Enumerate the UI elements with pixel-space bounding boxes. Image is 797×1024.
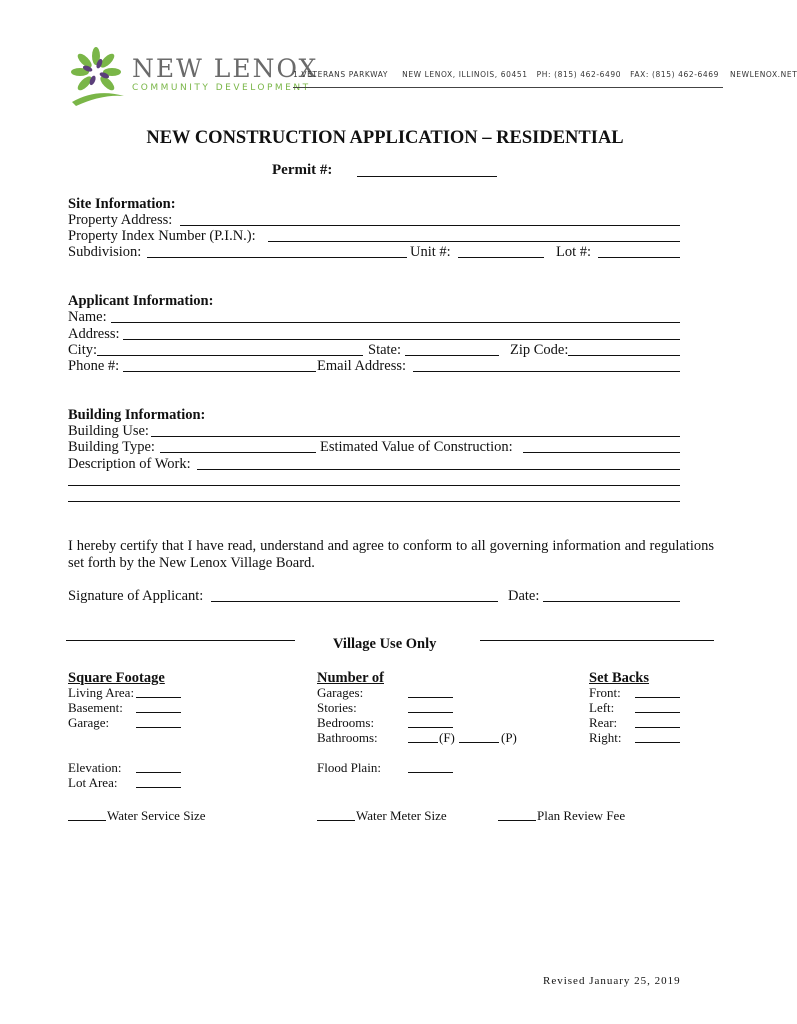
building-type-field[interactable] — [160, 452, 316, 453]
village-rule-left — [66, 640, 295, 641]
bedrooms-label: Bedrooms: — [317, 715, 375, 730]
elevation-field[interactable] — [136, 772, 181, 773]
bathrooms-label: Bathrooms: — [317, 730, 378, 745]
village-heading: Village Use Only — [333, 636, 437, 652]
lot-label: Lot #: — [556, 244, 592, 260]
email-label: Email Address: — [317, 358, 407, 374]
date-field[interactable] — [543, 601, 680, 602]
garage-label: Garage: — [68, 715, 110, 730]
signature-label: Signature of Applicant: — [68, 588, 204, 604]
village-rule-right — [480, 640, 714, 641]
applicant-heading: Applicant Information: — [68, 293, 214, 309]
front-label: Front: — [589, 685, 621, 700]
living-area-field[interactable] — [136, 697, 181, 698]
building-heading: Building Information: — [68, 407, 206, 423]
description-label: Description of Work: — [68, 456, 191, 472]
set-backs-heading: Set Backs — [589, 670, 650, 686]
header-website[interactable]: NEWLENOX.NET — [730, 70, 797, 79]
rear-label: Rear: — [589, 715, 618, 730]
name-label: Name: — [68, 309, 107, 325]
estimated-value-label: Estimated Value of Construction: — [320, 439, 513, 455]
square-footage-heading: Square Footage — [68, 670, 165, 686]
left-field[interactable] — [635, 712, 680, 713]
address-field[interactable] — [123, 339, 680, 340]
phone-field[interactable] — [123, 371, 316, 372]
pin-field[interactable] — [268, 241, 680, 242]
header-phone: PH: (815) 462-6490 — [536, 70, 622, 79]
zip-field[interactable] — [568, 355, 680, 356]
basement-field[interactable] — [136, 712, 181, 713]
plan-review-label: Plan Review Fee — [537, 808, 626, 823]
unit-label: Unit #: — [410, 244, 451, 260]
page-title: NEW CONSTRUCTION APPLICATION – RESIDENTIAL — [146, 128, 624, 148]
phone-label: Phone #: — [68, 358, 120, 374]
lot-area-field[interactable] — [136, 787, 181, 788]
description-field[interactable] — [197, 469, 680, 470]
water-meter-field[interactable] — [317, 820, 355, 821]
property-address-field[interactable] — [180, 225, 680, 226]
email-field[interactable] — [413, 371, 680, 372]
stories-label: Stories: — [317, 700, 357, 715]
site-heading: Site Information: — [68, 196, 176, 212]
header-address: 1 VETERANS PARKWAY — [293, 70, 389, 79]
stories-field[interactable] — [408, 712, 453, 713]
living-area-label: Living Area: — [68, 685, 135, 700]
zip-label: Zip Code: — [510, 342, 569, 358]
building-use-label: Building Use: — [68, 423, 149, 439]
header-contact — [293, 70, 797, 79]
water-service-label: Water Service Size — [107, 808, 206, 823]
description-line-3[interactable] — [68, 501, 680, 502]
water-meter-label: Water Meter Size — [356, 808, 447, 823]
unit-field[interactable] — [458, 257, 544, 258]
header-city: NEW LENOX, ILLINOIS, 60451 — [402, 70, 528, 79]
bathrooms-partial-label: (P) — [501, 730, 517, 745]
front-field[interactable] — [635, 697, 680, 698]
estimated-value-field[interactable] — [523, 452, 680, 453]
address-label: Address: — [68, 326, 120, 342]
header-fax: FAX: (815) 462-6469 — [630, 70, 720, 79]
lot-area-label: Lot Area: — [68, 775, 118, 790]
permit-field[interactable] — [357, 176, 497, 177]
city-field[interactable] — [97, 355, 363, 356]
logo-subtitle: COMMUNITY DEVELOPMENT — [132, 83, 311, 93]
plan-review-field[interactable] — [498, 820, 536, 821]
garages-field[interactable] — [408, 697, 453, 698]
garages-label: Garages: — [317, 685, 364, 700]
city-label: City: — [68, 342, 98, 358]
right-field[interactable] — [635, 742, 680, 743]
bathrooms-full-label: (F) — [439, 730, 455, 745]
bathrooms-full-field[interactable] — [408, 742, 438, 743]
left-label: Left: — [589, 700, 615, 715]
building-type-label: Building Type: — [68, 439, 155, 455]
permit-label: Permit #: — [272, 162, 333, 178]
tree-logo-icon — [62, 44, 130, 108]
state-label: State: — [368, 342, 402, 358]
name-field[interactable] — [111, 322, 680, 323]
number-of-heading: Number of — [317, 670, 384, 686]
header-rule — [293, 87, 723, 88]
subdivision-label: Subdivision: — [68, 244, 142, 260]
garage-field[interactable] — [136, 727, 181, 728]
elevation-label: Elevation: — [68, 760, 122, 775]
rear-field[interactable] — [635, 727, 680, 728]
signature-field[interactable] — [211, 601, 498, 602]
right-label: Right: — [589, 730, 622, 745]
building-use-field[interactable] — [151, 436, 680, 437]
flood-plain-field[interactable] — [408, 772, 453, 773]
water-service-field[interactable] — [68, 820, 106, 821]
flood-plain-label: Flood Plain: — [317, 760, 381, 775]
bedrooms-field[interactable] — [408, 727, 453, 728]
description-line-2[interactable] — [68, 485, 680, 486]
pin-label: Property Index Number (P.I.N.): — [68, 228, 256, 244]
certify-statement: I hereby certify that I have read, understand and agree to conform to all governing information and regulations set forth by the New Lenox Village Board. — [68, 538, 714, 571]
property-address-label: Property Address: — [68, 212, 173, 228]
date-label: Date: — [508, 588, 540, 604]
revised-date: Revised January 25, 2019 — [543, 975, 681, 987]
basement-label: Basement: — [68, 700, 123, 715]
state-field[interactable] — [405, 355, 499, 356]
lot-field[interactable] — [598, 257, 680, 258]
bathrooms-partial-field[interactable] — [459, 742, 499, 743]
logo-name: NEW LENOX — [132, 54, 319, 83]
subdivision-field[interactable] — [147, 257, 407, 258]
